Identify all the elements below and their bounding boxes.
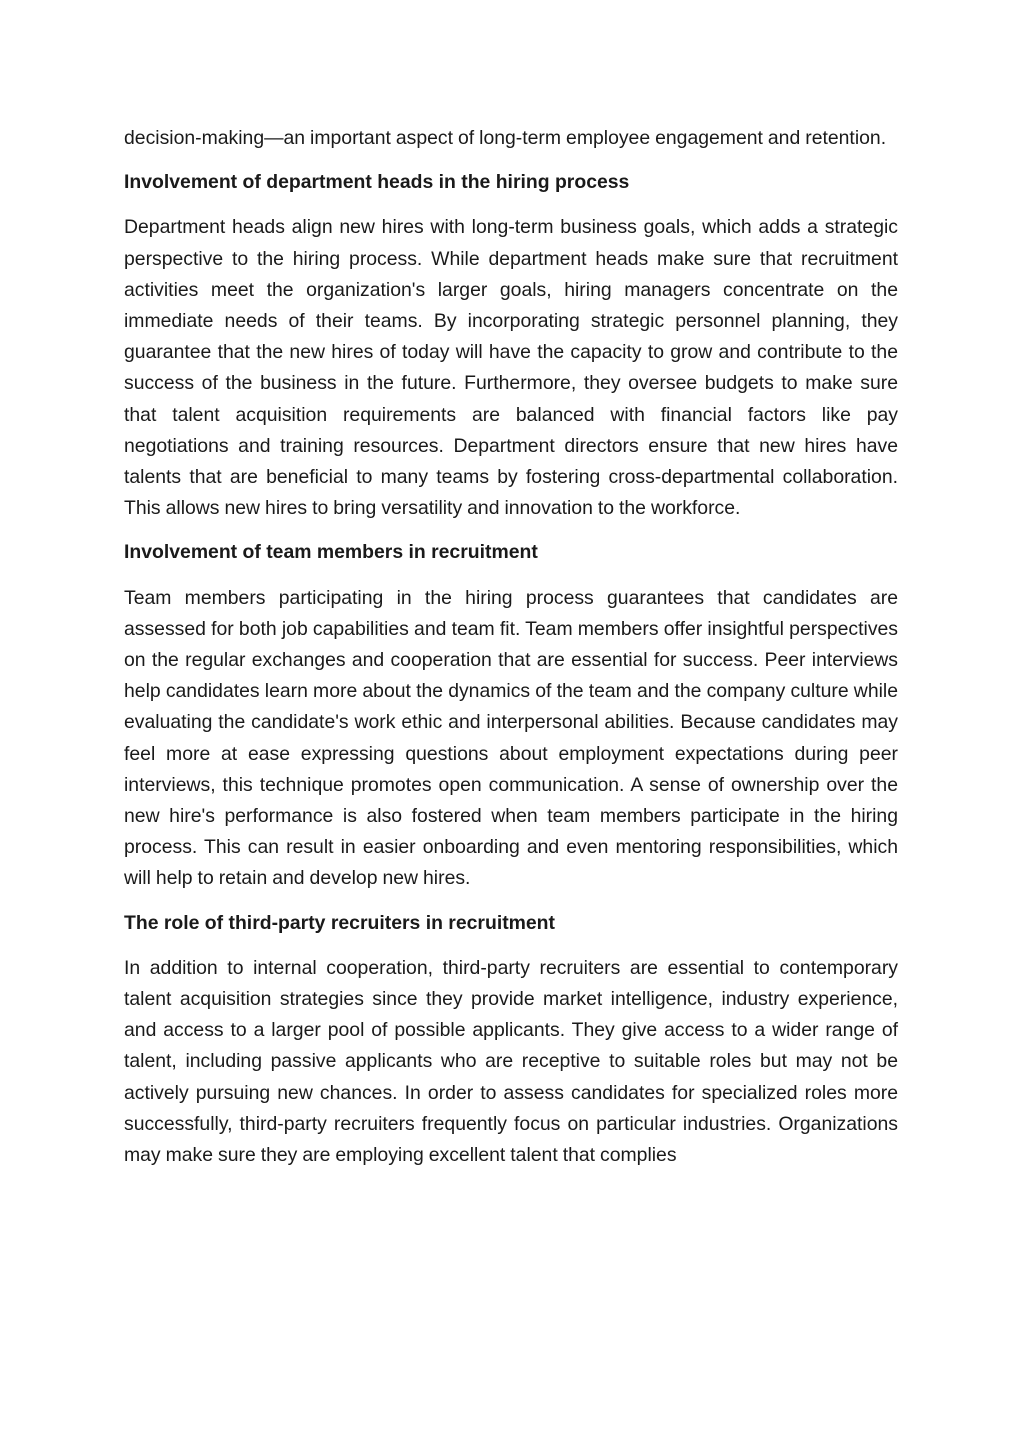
section-heading-third-party-recruiters: The role of third-party recruiters in recruitment [124,911,555,934]
section-heading-department-heads: Involvement of department heads in the hiring process [124,171,630,194]
section-heading-team-members: Involvement of team members in recruitment [124,541,538,564]
intro-paragraph: decision-making—an important aspect of long-term employee engagement and retention. [124,127,887,149]
section-paragraph-department-heads: Department heads align new hires with long-term business goals, which adds a strategic perspective to the hiring process. While department heads make sure that recruitment activities meet the organization's larger goals, hiring managers concentrate on the immediate needs of their teams. By incorporating strategic personnel planning, they guarantee that the new hires of today will have the capacity to grow and contribute to the success of the business in the future. Furthermore, they oversee budgets to make sure that talent acquisition requirements are balanced with financial factors like pay negotiations and training resources. Department directors ensure that new hires have talents that are beneficial to many teams by fostering cross-departmental collaboration. This allows new hires to bring versatility and innovation to the workforce. [124,216,898,520]
document-page [124,123,898,1171]
section-paragraph-team-members: Team members participating in the hiring process guarantees that candidates are assessed for both job capabilities and team fit. Team members offer insightful perspectives on the regular exchanges and cooperation that are essential for success. Peer interviews help candidates learn more about the dynamics of the team and the company culture while evaluating the candidate's work ethic and interpersonal abilities. Because candidates may feel more at ease expressing questions about employment expectations during peer interviews, this technique promotes open communication. A sense of ownership over the new hire's performance is also fostered when team members participate in the hiring process. This can result in easier onboarding and even mentoring responsibilities, which will help to retain and develop new hires. [124,586,898,890]
section-paragraph-third-party-recruiters: In addition to internal cooperation, third-party recruiters are essential to contemporary talent acquisition strategies since they provide market intelligence, industry experience, and access to a larger pool of possible applicants. They give access to a wider range of talent, including passive applicants who are receptive to suitable roles but may not be actively pursuing new chances. In order to assess candidates for specialized roles more successfully, third-party recruiters frequently focus on particular industries. Organizations may make sure they are employing excellent talent that complies [124,956,898,1167]
